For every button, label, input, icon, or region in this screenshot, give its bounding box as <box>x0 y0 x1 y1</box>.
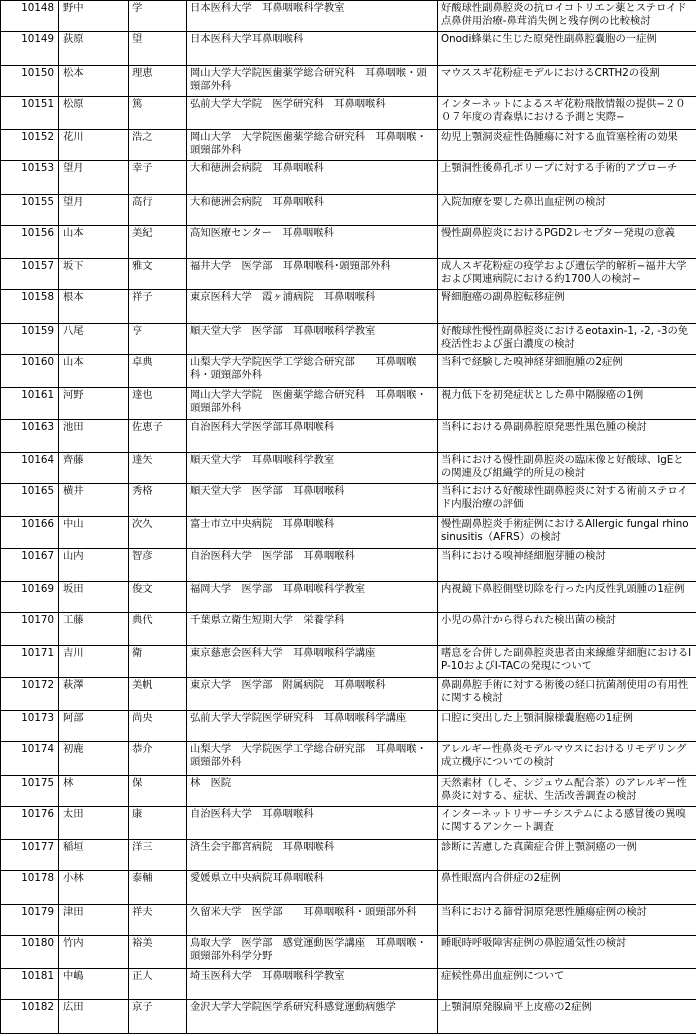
given-name-cell: 康 <box>129 806 187 839</box>
presentation-title-cell: 腎細胞癌の副鼻腔転移症例 <box>438 290 696 323</box>
abstract-id-cell: 10150 <box>1 65 59 96</box>
family-name-cell: 松本 <box>59 65 129 96</box>
affiliation-cell: 愛媛県立中央病院耳鼻咽喉科 <box>187 871 438 904</box>
presentation-title-cell: アレルギー性鼻炎モデルマウスにおけるリモデリング成立機序についての検討 <box>438 742 696 775</box>
table-row <box>1 323 696 354</box>
family-name-cell: 中山 <box>59 517 129 548</box>
affiliation-cell: 東京慈恵会医科大学 耳鼻咽喉科学講座 <box>187 646 438 677</box>
given-name-cell: 秀格 <box>129 484 187 517</box>
family-name-cell: 小林 <box>59 871 129 904</box>
abstract-id-cell: 10179 <box>1 904 59 935</box>
given-name-cell: 佐恵子 <box>129 419 187 452</box>
table-row <box>1 646 696 677</box>
presentation-title-cell: 口腔に突出した上顎洞腺様嚢胞癌の1症例 <box>438 711 696 742</box>
given-name-cell: 卓典 <box>129 354 187 387</box>
presentation-title-cell: 慢性副鼻腔炎手術症例におけるAllergic fungal rhinosinusitis（AFRS）の検討 <box>438 517 696 548</box>
presentation-title-cell: 鼻副鼻腔手術に対する術後の経口抗菌剤使用の有用性に関する検討 <box>438 677 696 710</box>
given-name-cell: 雅文 <box>129 259 187 290</box>
presentation-title-cell: 当科における慢性副鼻腔炎の臨床像と好酸球、IgEとの関連及び組織学的所見の検討 <box>438 452 696 483</box>
family-name-cell: 吉川 <box>59 646 129 677</box>
table-row <box>1 935 696 968</box>
table-row <box>1 806 696 839</box>
abstract-id-cell: 10177 <box>1 840 59 871</box>
table-row <box>1 290 696 323</box>
table-row <box>1 775 696 806</box>
presentation-title-cell: Onodi蜂巣に生じた原発性副鼻腔嚢胞の一症例 <box>438 32 696 65</box>
abstract-id-cell: 10181 <box>1 969 59 1000</box>
abstract-id-cell: 10161 <box>1 388 59 419</box>
presentation-title-cell: 好酸球性副鼻腔炎の抗ロイコトリエン薬とステロイド点鼻併用治療-鼻茸消失例と残存例の比較検討 <box>438 1 696 32</box>
presentation-title-cell: インターネットによるスギ花粉飛散情報の提供−２００７年度の青森県における予測と実際− <box>438 96 696 129</box>
presentation-title-cell: マウススギ花粉症モデルにおけるCRTH2の役割 <box>438 65 696 96</box>
presentation-title-cell: 入院加療を要した鼻出血症例の検討 <box>438 194 696 225</box>
abstract-id-cell: 10157 <box>1 259 59 290</box>
table-row <box>1 840 696 871</box>
abstract-id-cell: 10176 <box>1 806 59 839</box>
presentation-title-cell: インターネットリサーチシステムによる感冒後の異嗅に関するアンケート調査 <box>438 806 696 839</box>
table-row <box>1 969 696 1000</box>
abstract-id-cell: 10152 <box>1 130 59 161</box>
presentation-title-cell: 視力低下を初発症状とした鼻中隔腺癌の1例 <box>438 388 696 419</box>
affiliation-cell: 埼玉医科大学 耳鼻咽喉科学教室 <box>187 969 438 1000</box>
affiliation-cell: 岡山大学大学院 医歯薬学総合研究科 耳鼻咽喉・頭頸部外科 <box>187 388 438 419</box>
abstract-id-cell: 10148 <box>1 1 59 32</box>
family-name-cell: 坂下 <box>59 259 129 290</box>
given-name-cell: 高行 <box>129 194 187 225</box>
table-row <box>1 259 696 290</box>
family-name-cell: 野中 <box>59 1 129 32</box>
presentation-title-cell: 幼児上顎洞炎症性偽腫瘍に対する血管塞栓術の効果 <box>438 130 696 161</box>
presentation-title-cell: 成人スギ花粉症の疫学および遺伝学的解析−福井大学および関連病院における約1700人の検討− <box>438 259 696 290</box>
affiliation-cell: 順天堂大学 耳鼻咽喉科学教室 <box>187 452 438 483</box>
affiliation-cell: 福井大学 医学部 耳鼻咽喉科･頭頸部外科 <box>187 259 438 290</box>
abstract-id-cell: 10170 <box>1 613 59 646</box>
family-name-cell: 望月 <box>59 161 129 194</box>
given-name-cell: 達矢 <box>129 452 187 483</box>
table-row <box>1 130 696 161</box>
presentation-title-cell: 嗜息を合併した副鼻腔炎患者由来線維芽細胞におけるIP-10およびI-TACの発現について <box>438 646 696 677</box>
table-row <box>1 1000 696 1034</box>
affiliation-cell: 弘前大学大学院 医学研究科 耳鼻咽喉科 <box>187 96 438 129</box>
given-name-cell: 洋三 <box>129 840 187 871</box>
abstract-id-cell: 10151 <box>1 96 59 129</box>
affiliation-cell: 林 医院 <box>187 775 438 806</box>
abstract-id-cell: 10155 <box>1 194 59 225</box>
affiliation-cell: 大和徳洲会病院 耳鼻咽喉科 <box>187 161 438 194</box>
family-name-cell: 稲垣 <box>59 840 129 871</box>
abstract-id-cell: 10156 <box>1 225 59 258</box>
abstract-id-cell: 10160 <box>1 354 59 387</box>
family-name-cell: 河野 <box>59 388 129 419</box>
family-name-cell: 山内 <box>59 548 129 581</box>
given-name-cell: 理恵 <box>129 65 187 96</box>
given-name-cell: 望 <box>129 32 187 65</box>
affiliation-cell: 千葉県立衛生短期大学 栄養学科 <box>187 613 438 646</box>
presentation-title-cell: 内視鏡下鼻腔側壁切除を行った内反性乳頭腫の1症例 <box>438 581 696 612</box>
given-name-cell: 典代 <box>129 613 187 646</box>
given-name-cell: 達也 <box>129 388 187 419</box>
affiliation-cell: 岡山大学大学院医歯薬学総合研究科 耳鼻咽喉・頭頸部外科 <box>187 65 438 96</box>
abstract-id-cell: 10166 <box>1 517 59 548</box>
abstract-id-cell: 10175 <box>1 775 59 806</box>
table-row <box>1 517 696 548</box>
given-name-cell: 祥夫 <box>129 904 187 935</box>
given-name-cell: 京子 <box>129 1000 187 1034</box>
presentation-title-cell: 当科における鼻副鼻腔原発悪性黒色腫の検討 <box>438 419 696 452</box>
family-name-cell: 津田 <box>59 904 129 935</box>
presentation-title-cell: 当科における好酸球性副鼻腔炎に対する術前ステロイド内服治療の評価 <box>438 484 696 517</box>
table-row <box>1 161 696 194</box>
given-name-cell: 裕美 <box>129 935 187 968</box>
table-row <box>1 484 696 517</box>
abstract-id-cell: 10180 <box>1 935 59 968</box>
family-name-cell: 阿部 <box>59 711 129 742</box>
abstract-id-cell: 10171 <box>1 646 59 677</box>
affiliation-cell: 山梨大学大学院医学工学総合研究部 耳鼻咽喉科・頭頸部外科 <box>187 354 438 387</box>
given-name-cell: 祥子 <box>129 290 187 323</box>
family-name-cell: 池田 <box>59 419 129 452</box>
table-body <box>1 1 696 1034</box>
abstract-id-cell: 10173 <box>1 711 59 742</box>
presentation-title-cell: 当科で経験した嗅神経芽細胞腫の2症例 <box>438 354 696 387</box>
affiliation-cell: 弘前大学大学院医学研究科 耳鼻咽喉科学講座 <box>187 711 438 742</box>
table-row <box>1 194 696 225</box>
given-name-cell: 恭介 <box>129 742 187 775</box>
given-name-cell: 篤 <box>129 96 187 129</box>
presentation-title-cell: 症候性鼻出血症例について <box>438 969 696 1000</box>
table-row <box>1 65 696 96</box>
abstract-id-cell: 10159 <box>1 323 59 354</box>
affiliation-cell: 福岡大学 医学部 耳鼻咽喉科学教室 <box>187 581 438 612</box>
given-name-cell: 亨 <box>129 323 187 354</box>
presentation-title-cell: 上顎洞性後鼻孔ポリープに対する手術的アプローチ <box>438 161 696 194</box>
given-name-cell: 尚央 <box>129 711 187 742</box>
given-name-cell: 次久 <box>129 517 187 548</box>
affiliation-cell: 山梨大学 大学院医学工学総合研究部 耳鼻咽喉・頭頸部外科 <box>187 742 438 775</box>
given-name-cell: 美紀 <box>129 225 187 258</box>
presentation-title-cell: 当科における嗅神経細胞芽腫の検討 <box>438 548 696 581</box>
abstract-id-cell: 10149 <box>1 32 59 65</box>
affiliation-cell: 高知医療センター 耳鼻咽喉科 <box>187 225 438 258</box>
table-row <box>1 354 696 387</box>
abstract-id-cell: 10172 <box>1 677 59 710</box>
given-name-cell: 浩之 <box>129 130 187 161</box>
abstract-id-cell: 10169 <box>1 581 59 612</box>
given-name-cell: 学 <box>129 1 187 32</box>
affiliation-cell: 日本医科大学 耳鼻咽喉科学教室 <box>187 1 438 32</box>
abstract-id-cell: 10153 <box>1 161 59 194</box>
abstract-id-cell: 10164 <box>1 452 59 483</box>
table-row <box>1 419 696 452</box>
presentation-title-cell: 当科における篩骨洞原発悪性腫瘍症例の検討 <box>438 904 696 935</box>
affiliation-cell: 順天堂大学 医学部 耳鼻咽喉科 <box>187 484 438 517</box>
abstract-id-cell: 10158 <box>1 290 59 323</box>
given-name-cell: 俊文 <box>129 581 187 612</box>
affiliation-cell: 久留米大学 医学部 耳鼻咽喉科・頭頸部外科 <box>187 904 438 935</box>
affiliation-cell: 岡山大学 大学院医歯薬学総合研究科 耳鼻咽喉・頭頸部外科 <box>187 130 438 161</box>
family-name-cell: 望月 <box>59 194 129 225</box>
family-name-cell: 山本 <box>59 225 129 258</box>
presentation-title-cell: 好酸球性慢性副鼻腔炎におけるeotaxin-1, -2, -3の免疫活性および蛋白濃度の検討 <box>438 323 696 354</box>
given-name-cell: 智彦 <box>129 548 187 581</box>
given-name-cell: 美帆 <box>129 677 187 710</box>
given-name-cell: 保 <box>129 775 187 806</box>
affiliation-cell: 自治医科大学 医学部 耳鼻咽喉科 <box>187 548 438 581</box>
affiliation-cell: 順天堂大学 医学部 耳鼻咽喉科学教室 <box>187 323 438 354</box>
table-row <box>1 677 696 710</box>
table-row <box>1 613 696 646</box>
abstract-id-cell: 10163 <box>1 419 59 452</box>
abstract-id-cell: 10178 <box>1 871 59 904</box>
table-row <box>1 742 696 775</box>
family-name-cell: 松原 <box>59 96 129 129</box>
abstract-id-cell: 10174 <box>1 742 59 775</box>
family-name-cell: 広田 <box>59 1000 129 1034</box>
affiliation-cell: 富士市立中央病院 耳鼻咽喉科 <box>187 517 438 548</box>
affiliation-cell: 自治医科大学医学部耳鼻咽喉科 <box>187 419 438 452</box>
affiliation-cell: 自治医科大学 耳鼻咽喉科 <box>187 806 438 839</box>
table-row <box>1 1 696 32</box>
table-row <box>1 871 696 904</box>
table-row <box>1 96 696 129</box>
table-row <box>1 548 696 581</box>
abstract-id-cell: 10165 <box>1 484 59 517</box>
affiliation-cell: 東京医科大学 霞ヶ浦病院 耳鼻咽喉科 <box>187 290 438 323</box>
family-name-cell: 花川 <box>59 130 129 161</box>
family-name-cell: 齊藤 <box>59 452 129 483</box>
family-name-cell: 竹内 <box>59 935 129 968</box>
family-name-cell: 山本 <box>59 354 129 387</box>
table-row <box>1 711 696 742</box>
family-name-cell: 萩澤 <box>59 677 129 710</box>
family-name-cell: 工藤 <box>59 613 129 646</box>
table-row <box>1 581 696 612</box>
table-row <box>1 452 696 483</box>
family-name-cell: 太田 <box>59 806 129 839</box>
table-row <box>1 388 696 419</box>
family-name-cell: 根本 <box>59 290 129 323</box>
affiliation-cell: 鳥取大学 医学部 感覚運動医学講座 耳鼻咽喉・頭頸部外科学分野 <box>187 935 438 968</box>
abstract-id-cell: 10167 <box>1 548 59 581</box>
affiliation-cell: 金沢大学大学院医学系研究科感覚運動病態学 <box>187 1000 438 1034</box>
abstract-id-cell: 10182 <box>1 1000 59 1034</box>
family-name-cell: 荻原 <box>59 32 129 65</box>
presentation-title-cell: 診断に苦慮した真菌症合併上顎洞癌の一例 <box>438 840 696 871</box>
family-name-cell: 坂田 <box>59 581 129 612</box>
table-row <box>1 225 696 258</box>
given-name-cell: 衛 <box>129 646 187 677</box>
presentation-title-cell: 上顎洞原発腺扁平上皮癌の2症例 <box>438 1000 696 1034</box>
given-name-cell: 正人 <box>129 969 187 1000</box>
presentation-title-cell: 睡眠時呼吸障害症例の鼻腔通気性の検討 <box>438 935 696 968</box>
given-name-cell: 幸子 <box>129 161 187 194</box>
affiliation-cell: 大和徳洲会病院 耳鼻咽喉科 <box>187 194 438 225</box>
family-name-cell: 林 <box>59 775 129 806</box>
presentation-title-cell: 慢性副鼻腔炎におけるPGD2レセプター発現の意義 <box>438 225 696 258</box>
family-name-cell: 初鹿 <box>59 742 129 775</box>
presentation-title-cell: 小児の鼻汁から得られた検出菌の検討 <box>438 613 696 646</box>
family-name-cell: 中嶋 <box>59 969 129 1000</box>
given-name-cell: 泰輔 <box>129 871 187 904</box>
table-row <box>1 32 696 65</box>
family-name-cell: 横井 <box>59 484 129 517</box>
affiliation-cell: 東京大学 医学部 附属病院 耳鼻咽喉科 <box>187 677 438 710</box>
presentation-title-cell: 鼻性眼窩内合併症の2症例 <box>438 871 696 904</box>
affiliation-cell: 済生会宇都宮病院 耳鼻咽喉科 <box>187 840 438 871</box>
table-row <box>1 904 696 935</box>
family-name-cell: 八尾 <box>59 323 129 354</box>
affiliation-cell: 日本医科大学耳鼻咽喉科 <box>187 32 438 65</box>
presentation-title-cell: 天然素材（しそ、シジュウム配合茶）のアレルギー性鼻炎に対する、症状、生活改善調査の検討 <box>438 775 696 806</box>
